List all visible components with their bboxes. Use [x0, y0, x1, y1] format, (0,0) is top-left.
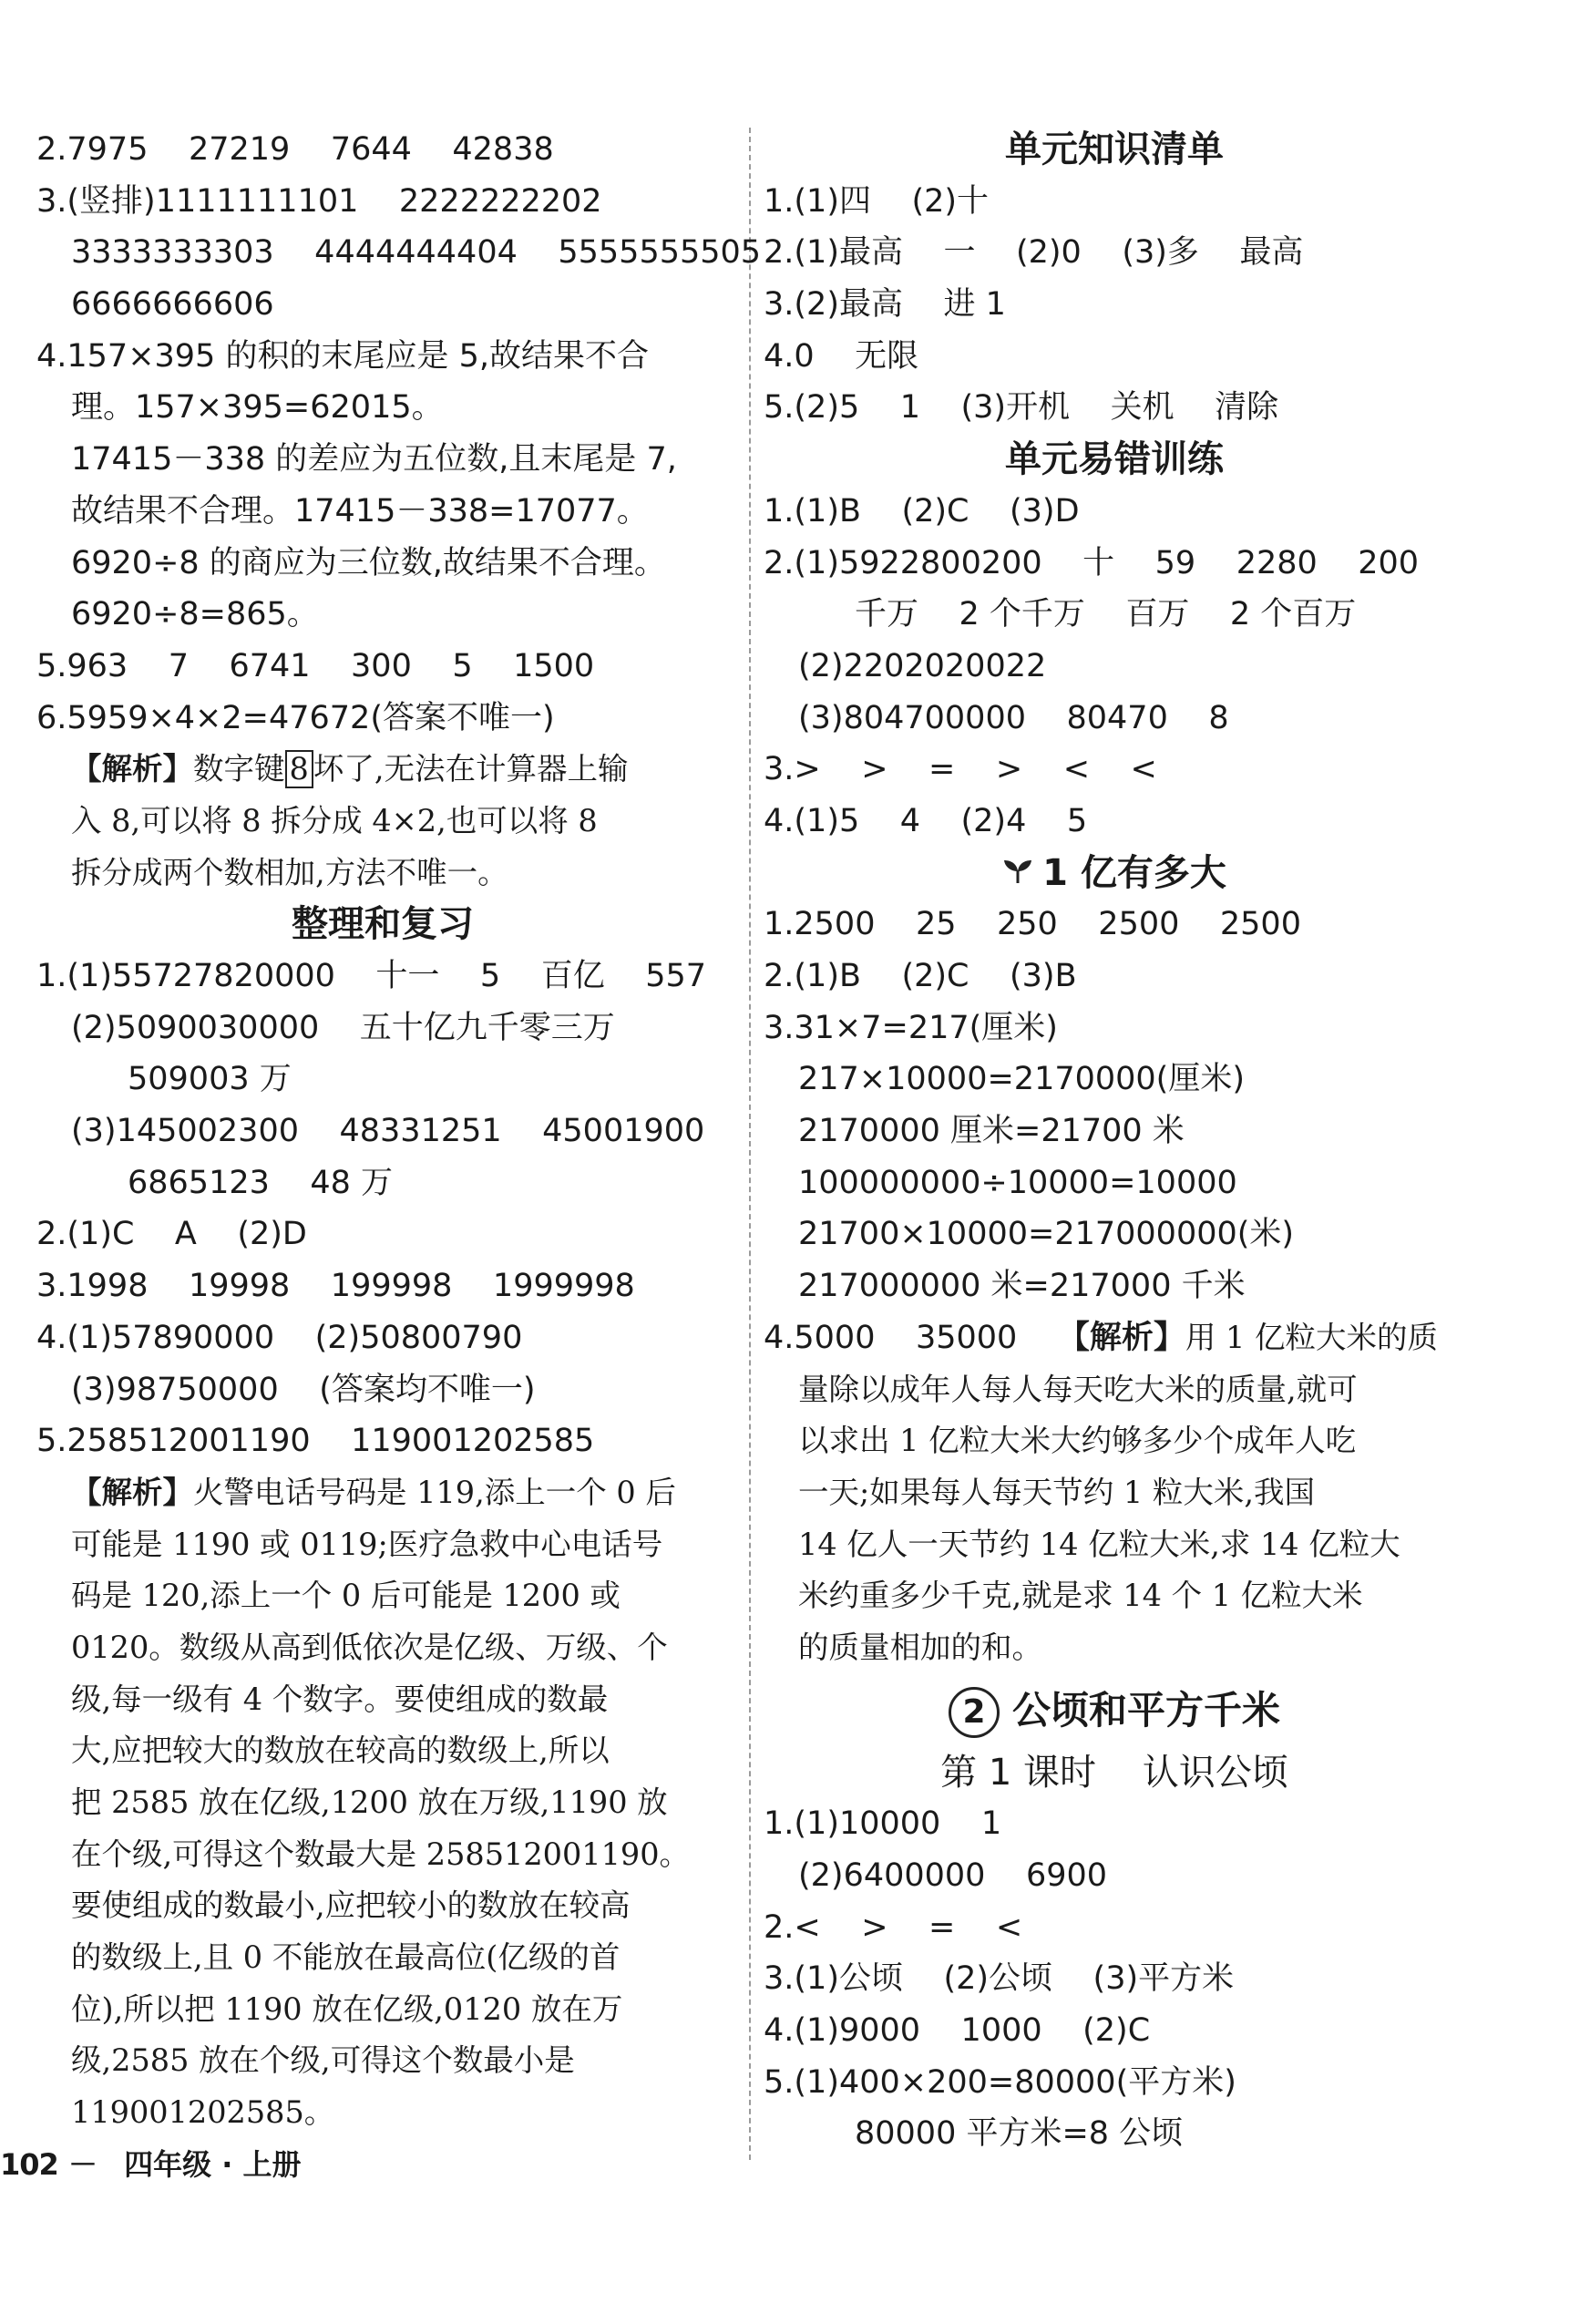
answer-line: 1.(1)55727820000 十一 5 百亿 557 — [36, 958, 707, 994]
leaf-icon — [1002, 848, 1033, 900]
answer-line: 3.(竖排)1111111101 2222222202 — [36, 182, 602, 220]
key-8-box: 8 — [285, 750, 313, 788]
answer-line: 1.2500 25 250 2500 2500 — [764, 906, 1301, 943]
explanation-line: 以求出 1 亿粒大米大约够多少个成年人吃 — [798, 1423, 1357, 1459]
answer-line: 4.157×395 的积的末尾应是 5,故结果不合 — [36, 337, 649, 375]
answer-line: 6865123 48 万 — [128, 1164, 394, 1201]
answer-line: (2)2202020022 — [798, 647, 1047, 684]
explanation-line: 米约重多少千克,就是求 14 个 1 亿粒大米 — [798, 1578, 1363, 1614]
answer-line: 5.(1)400×200=80000(平方米) — [764, 2063, 1236, 2101]
answer-line: 3.(1)公顷 (2)公顷 (3)平方米 — [764, 1960, 1235, 1998]
answer-line: 21700×10000=217000000(米) — [798, 1216, 1295, 1253]
answer-line: 80000 平方米=8 公顷 — [855, 2115, 1184, 2153]
section-heading: 单元易错训练 — [1005, 438, 1224, 481]
answer-line: 2.7975 27219 7644 42838 — [36, 131, 554, 168]
answer-line: (2)5090030000 五十亿九千零三万 — [71, 1009, 615, 1046]
answer-line: 217×10000=2170000(厘米) — [798, 1061, 1245, 1098]
answer-line: 100000000÷10000=10000 — [798, 1164, 1237, 1201]
answer-line: 6666666606 — [71, 286, 274, 324]
explanation-label: 【解析】 — [1057, 1319, 1185, 1356]
explanation-line: 在个级,可得这个数最大是 258512001190。 — [71, 1836, 691, 1872]
answer-line: 509003 万 — [128, 1061, 292, 1098]
explanation-line: 可能是 1190 或 0119;医疗急救中心电话号 — [71, 1526, 663, 1562]
answer-line: 5.258512001190 119001202585 — [36, 1423, 595, 1460]
answer-line: 2.< > = < — [764, 1908, 1023, 1946]
answer-line: 1.(1)四 (2)十 — [764, 182, 990, 220]
answer-line: 217000000 米=217000 千米 — [798, 1268, 1246, 1305]
explanation-label: 【解析】 — [71, 751, 193, 787]
answer-line: 4.(1)57890000 (2)50800790 — [36, 1319, 523, 1356]
explanation-line: 14 亿人一天节约 14 亿粒大米,求 14 亿粒大 — [798, 1526, 1400, 1562]
column-divider — [749, 128, 751, 2160]
answer-line: 2.(1)C A (2)D — [36, 1216, 307, 1253]
explanation-line: 入 8,可以将 8 拆分成 4×2,也可以将 8 — [71, 802, 598, 838]
answer-line: 4.5000 35000 【解析】用 1 亿粒大米的质 — [764, 1319, 1438, 1356]
answer-line: 1.(1)10000 1 — [764, 1805, 1002, 1843]
answer-line: 4.(1)5 4 (2)4 5 — [764, 802, 1088, 839]
unit-title: 公顷和平方千米 — [1011, 1687, 1280, 1733]
answer-line: 3.1998 19998 199998 1999998 — [36, 1268, 635, 1305]
explanation-line: 把 2585 放在亿级,1200 放在万级,1190 放 — [71, 1784, 668, 1820]
answer-line: 6.5959×4×2=47672(答案不唯一) — [36, 699, 555, 736]
explanation-line: 要使组成的数最小,应把较小的数放在较高 — [71, 1887, 631, 1924]
section-heading: 1 亿有多大 — [764, 848, 1465, 900]
answer-line: 5.(2)5 1 (3)开机 关机 清除 — [764, 389, 1279, 427]
answer-line: 千万 2 个千万 百万 2 个百万 — [855, 596, 1357, 633]
answer-line: 3.31×7=217(厘米) — [764, 1009, 1058, 1046]
explanation-line: 级,每一级有 4 个数字。要使组成的数最 — [71, 1681, 609, 1717]
explanation-line: 拆分成两个数相加,方法不唯一。 — [71, 854, 508, 890]
left-column — [36, 124, 762, 2139]
answer-line: 2.(1)5922800200 十 59 2280 200 — [764, 544, 1420, 581]
answer-line: 2.(1)B (2)C (3)B — [764, 958, 1077, 994]
explanation-line: 一天;如果每人每天节约 1 粒大米,我国 — [798, 1474, 1316, 1510]
answer-line: (2)6400000 6900 — [798, 1857, 1108, 1894]
explanation-line: 的数级上,且 0 不能放在最高位(亿级的首 — [71, 1939, 621, 1976]
explanation-line: 的质量相加的和。 — [798, 1629, 1042, 1665]
page-footer — [0, 2142, 302, 2184]
answer-line: 3333333303 4444444404 5555555505 — [71, 234, 762, 272]
answer-line: 6920÷8=865。 — [71, 596, 319, 633]
answer-line: 4.0 无限 — [764, 337, 919, 375]
answer-line: 1.(1)B (2)C (3)D — [764, 492, 1080, 530]
right-column — [764, 124, 1465, 2160]
explanation-line: 位),所以把 1190 放在亿级,0120 放在万 — [71, 1990, 623, 2027]
unit-number-badge: 2 — [949, 1687, 1000, 1738]
lesson-title: 第 1 课时 认识公顷 — [940, 1751, 1288, 1794]
explanation-line: 119001202585。 — [71, 2094, 335, 2131]
answer-line: 3.(2)最高 进 1 — [764, 286, 1006, 324]
explanation-label: 【解析】 — [71, 1474, 193, 1510]
footer-dash: － — [67, 2147, 97, 2182]
explanation-line: 量除以成年人每人每天吃大米的质量,就可 — [798, 1371, 1358, 1407]
explanation-line: 【解析】火警电话号码是 119,添上一个 0 后 — [71, 1474, 676, 1510]
answer-line: (3)145002300 48331251 45001900 — [71, 1113, 705, 1150]
section-heading: 整理和复习 — [292, 903, 474, 946]
answer-line: 6920÷8 的商应为三位数,故结果不合理。 — [71, 544, 666, 581]
explanation-line: 级,2585 放在个级,可得这个数最小是 — [71, 2042, 575, 2079]
answer-line: 2170000 厘米=21700 米 — [798, 1113, 1185, 1150]
answer-line: (3)804700000 80470 8 — [798, 699, 1229, 736]
answer-line: 3.> > = > < < — [764, 751, 1157, 788]
answer-line: (3)98750000 (答案均不唯一) — [71, 1371, 536, 1408]
explanation-line: 0120。数级从高到低依次是亿级、万级、个 — [71, 1629, 668, 1665]
unit-heading — [764, 1674, 1465, 1747]
explanation-line: 码是 120,添上一个 0 后可能是 1200 或 — [71, 1578, 621, 1614]
explanation-line: 【解析】数字键 8 坏了,无法在计算器上输 — [71, 751, 629, 787]
section-heading: 单元知识清单 — [1005, 129, 1224, 170]
answer-line: 2.(1)最高 一 (2)0 (3)多 最高 — [764, 234, 1304, 272]
grade-label: 四年级 · 上册 — [124, 2147, 302, 2182]
answer-line: 17415－338 的差应为五位数,且末尾是 7, — [71, 441, 677, 478]
answer-line: 4.(1)9000 1000 (2)C — [764, 2012, 1151, 2050]
answer-line: 5.963 7 6741 300 5 1500 — [36, 647, 595, 684]
explanation-line: 大,应把较大的数放在较高的数级上,所以 — [71, 1733, 610, 1769]
answer-line: 理。157×395=62015。 — [71, 389, 444, 427]
page-number: 102 — [0, 2147, 58, 2182]
answer-line: 故结果不合理。17415－338=17077。 — [71, 492, 649, 530]
